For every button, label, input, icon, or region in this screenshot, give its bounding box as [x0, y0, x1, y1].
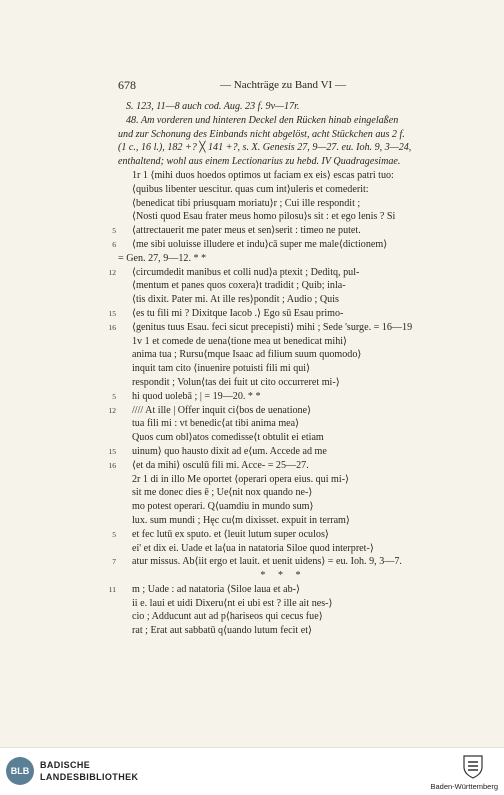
line-number: 12 [108, 405, 116, 415]
line-text: ⟨me sibi uoluisse illudere et indu⟩cā super me male⟨dictionem⟩ [132, 238, 388, 250]
text-line [118, 335, 448, 349]
line-text: ⟨Nosti quod Esau frater meus homo pilosu⟩s sit : et ego lenis ? Si [132, 211, 396, 223]
text-line [118, 514, 448, 528]
line-text: ii e. laui et uidi Dixeru⟨nt ei ubi est ? ille ait nes-⟩ [132, 597, 333, 609]
text-line [112, 224, 448, 238]
line-text: ⟨circumdedit manibus et colli nud⟩a ptexit ; Deditq, pul- [132, 266, 360, 278]
text-line [118, 155, 448, 169]
line-text: et fec lutū ex sputo. et ⟨leuit lutum super oculos⟩ [132, 528, 329, 540]
text-line [108, 404, 448, 418]
line-text: m ; Uade : ad natatoria ⟨Siloe laua et ab-⟩ [132, 583, 300, 595]
library-name-line1: BADISCHE [40, 760, 91, 770]
text-line [112, 390, 448, 404]
page-body [108, 100, 448, 638]
page-header [118, 78, 448, 94]
text-line [118, 293, 448, 307]
line-text: lux. sum mundi ; Hęc cu⟨m dixisset. expuit in terram⟩ [132, 514, 350, 526]
text-line [118, 624, 448, 638]
line-text: und zur Schonung des Einbands nicht abgelöst, acht Stückchen aus 2 f. [118, 128, 405, 140]
line-text: Quos cum obl⟩atos comedisse⟨t obtulit ei etiam [132, 432, 324, 444]
text-line [118, 362, 448, 376]
line-number: 16 [108, 322, 116, 332]
line-number: 6 [112, 239, 116, 249]
line-text: ⟨es tu fili mi ? Dixitque Iacob .⟩ Ego sū Esau primo- [132, 307, 344, 319]
line-text: 1v 1 et comede de uena⟨tione mea ut benedicat mihi⟩ [132, 335, 347, 347]
text-line [118, 500, 448, 514]
line-text: (1 c., 16 l.), 182 +? ╳ 141 +?, s. X. Genesis 27, 9—27. eu. Ioh. 9, 3—24, [118, 142, 412, 154]
library-name-line2: LANDESBIBLIOTHEK [40, 772, 139, 782]
line-text: S. 123, 11—8 auch cod. Aug. 23 f. 9v—17r. [126, 101, 300, 112]
region-label: Baden-Württemberg [430, 782, 498, 791]
text-line [112, 555, 448, 569]
text-line [108, 266, 448, 280]
text-line [108, 583, 448, 597]
line-number: 7 [112, 557, 116, 567]
blb-logo-icon: BLB [6, 757, 34, 785]
line-text: ⟨benedicat tibi priusquam moriatu⟩r ; Cui ille respondit ; [132, 197, 361, 209]
text-line [118, 417, 448, 431]
text-line [108, 445, 448, 459]
text-line [118, 169, 448, 183]
text-line [112, 528, 448, 542]
line-text: = Gen. 27, 9—12. * * [118, 252, 207, 264]
line-text: ei' et dix ei. Uade et la⟨ua in natatoria Siloe quod interpret-⟩ [132, 542, 374, 554]
line-text: anima tua ; Rursu⟨mque Isaac ad filium suum quomodo⟩ [132, 349, 362, 361]
line-number: 5 [112, 529, 116, 539]
coat-of-arms-icon [462, 754, 484, 779]
text-line [118, 100, 448, 114]
text-line [108, 459, 448, 473]
text-line [118, 128, 448, 142]
text-line [118, 210, 448, 224]
line-number: 11 [108, 584, 116, 594]
line-number: 15 [108, 446, 116, 456]
line-number: 16 [108, 460, 116, 470]
line-text: hi quod uolebā ; | = 19—20. * * [132, 390, 261, 402]
text-line [112, 238, 448, 252]
text-line [108, 321, 448, 335]
line-text: cio ; Adducunt aut ad p⟨hariseos qui cecus fue⟩ [132, 611, 323, 623]
text-line [118, 183, 448, 197]
line-text: respondit ; Volun⟨tas dei fuit ut cito occurreret mi-⟩ [132, 376, 340, 388]
line-number: 12 [108, 267, 116, 277]
text-line [118, 486, 448, 500]
line-number: 5 [112, 226, 116, 236]
text-line [118, 114, 448, 128]
text-line [118, 431, 448, 445]
line-text: ⟨et da mihi⟩ osculū fili mi. Acce- = 25—27. [132, 459, 309, 471]
text-line [118, 569, 448, 583]
text-line [118, 252, 448, 266]
text-line [118, 348, 448, 362]
library-name [40, 759, 138, 783]
footer-bar [0, 747, 504, 795]
line-text: rat ; Erat aut sabbatū q⟨uando lutum fecit et⟩ [132, 625, 312, 637]
line-text: atur missus. Ab⟨iit ergo et lauit. et uenit uidens⟩ = eu. Ioh. 9, 3—7. [132, 556, 402, 568]
line-text: sit me donec dies ē ; Ue⟨nit nox quando ne-⟩ [132, 487, 313, 499]
text-line [118, 279, 448, 293]
line-text: 1r 1 ⟨mihi duos hoedos optimos ut faciam ex eis⟩ escas patri tuo: [132, 169, 394, 181]
text-line [118, 597, 448, 611]
line-text: inquit tam cito ⟨inuenire potuisti fili mi qui⟩ [132, 363, 311, 375]
line-text: 2r 1 di in illo Me oportet ⟨operari opera eius. qui mi-⟩ [132, 473, 349, 485]
text-line [118, 376, 448, 390]
text-line [108, 307, 448, 321]
text-line [118, 197, 448, 211]
line-text: ⟨mentum et panes quos coxera⟩t tradidit ; Quib; inla- [132, 280, 346, 292]
text-line [118, 610, 448, 624]
text-line [118, 473, 448, 487]
line-text: ⟨genitus tuus Esau. feci sicut precepisti⟩ mihi ; Sede 'surge. = 16—19 [132, 321, 413, 333]
line-text: //// At ille | Offer inquit ci⟨bos de uenatione⟩ [132, 404, 312, 416]
line-text: * * * [260, 570, 306, 582]
line-text: enthaltend; wohl aus einem Lectionarius zu hebd. IV Quadragesimae. [118, 156, 401, 168]
line-text: 48. Am vorderen und hinteren Deckel den Rücken hinab eingelaßen [126, 114, 399, 126]
line-text: uinum⟩ quo hausto dixit ad e⟨um. Accede ad me [132, 445, 327, 457]
line-number: 5 [112, 391, 116, 401]
text-line [118, 141, 448, 155]
running-title: — Nachträge zu Band VI — [220, 79, 346, 91]
line-text: mo potest operari. Q⟨uamdiu in mundo sum⟩ [132, 501, 314, 513]
text-line [118, 542, 448, 556]
line-text: ⟨tis dixit. Pater mi. At ille res⟩pondit ; Audio ; Quis [132, 294, 339, 306]
line-text: ⟨attrectauerit me pater meus et sen⟩serit : timeo ne putet. [132, 225, 361, 237]
line-number: 15 [108, 308, 116, 318]
line-text: ⟨quibus libenter uescitur. quas cum int⟩uleris et comederit: [132, 183, 369, 195]
page-number: 678 [118, 78, 136, 92]
line-text: tua fili mi : vt benedic⟨at tibi anima mea⟩ [132, 418, 300, 430]
